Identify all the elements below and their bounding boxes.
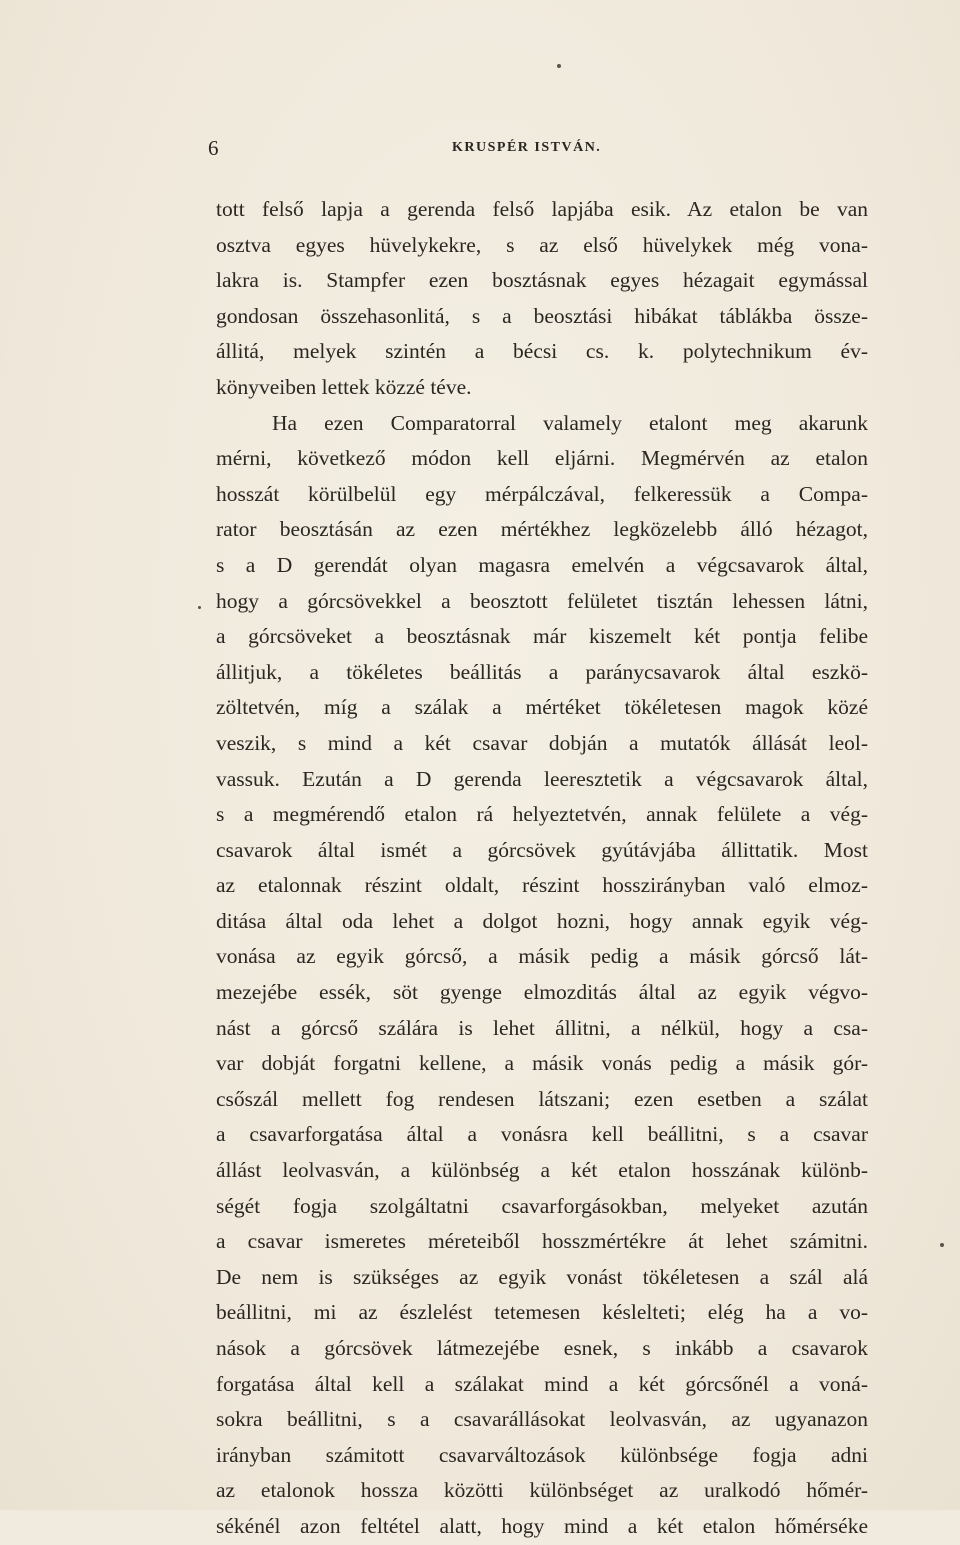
text-line: mérni, következő módon kell eljárni. Megmérvén az etalon [216,446,868,471]
text-line: csavarok által ismét a górcsövek gyútávjába állittatik. Most [216,837,868,862]
text-line: s a D gerendát olyan magasra emelvén a végcsavarok által, [216,552,868,577]
page-header [0,136,960,166]
text-line: beállitni, mi az észlelést tetemesen késlelteti; elég ha a vo- [216,1300,868,1325]
text-line: irányban számitott csavarváltozások különbsége fogja adni [216,1442,868,1467]
text-line: forgatása által kell a szálakat mind a két górcsőnél a voná- [216,1371,868,1396]
body-text [216,192,868,1545]
text-line: tott felső lapja a gerenda felső lapjába esik. Az etalon be van [216,197,868,221]
running-head: KRUSPÉR ISTVÁN. [452,140,602,155]
text-line: nást a górcső szálára is lehet állitni, a nélkül, hogy a csa- [216,1015,868,1040]
text-line: ségét fogja szolgáltatni csavarforgásokban, melyeket azután [216,1193,868,1218]
text-line: veszik, s mind a két csavar dobján a mutatók állását leol- [216,730,868,755]
text-line: könyveiben lettek közzé téve. [216,374,472,399]
text-line: lakra is. Stampfer ezen bosztásnak egyes hézagait egymással [216,268,868,293]
paper-speck [198,606,201,609]
text-line: a csavar ismeretes méreteiből hosszmértékre át lehet számitni. [216,1229,868,1254]
text-line: sékénél azon feltétel alatt, hogy mind a két etalon hőmérséke [216,1513,868,1538]
text-line: a csavarforgatása által a vonásra kell beállitni, s a csavar [216,1122,868,1147]
text-line: hogy a górcsövekkel a beosztott felületet tisztán lehessen látni, [216,588,868,613]
page-number: 6 [208,136,220,160]
text-line: hosszát körülbelül egy mérpálczával, felkeressük a Compa- [216,481,868,506]
text-line: gondosan összehasonlitá, s a beosztási hibákat táblákba össze- [216,303,868,328]
text-line: rator beosztásán az ezen mértékhez legközelebb álló hézagot, [216,517,868,542]
text-line: vassuk. Ezután a D gerenda leeresztetik a végcsavarok által, [216,766,868,791]
text-line: nások a górcsövek látmezejébe esnek, s inkább a csavarok [216,1336,868,1360]
text-line: állitjuk, a tökéletes beállitás a paránycsavarok által eszkö- [216,659,868,684]
text-line: zöltetvén, míg a szálak a mértéket tökéletesen magok közé [216,695,868,720]
text-line: De nem is szükséges az egyik vonást tökéletesen a szál alá [216,1264,868,1289]
text-line: osztva egyes hüvelykekre, s az első hüvelykek még vona- [216,232,868,257]
text-line: az etalonnak részint oldalt, részint hosszirányban való elmoz- [216,873,868,898]
text-line: var dobját forgatni kellene, a másik vonás pedig a másik gór- [216,1051,868,1076]
text-line: mezejébe essék, söt gyenge elmozditás által az egyik végvo- [216,980,868,1005]
text-line: sokra beállitni, s a csavarállásokat leolvasván, az ugyanazon [216,1407,868,1432]
text-line: s a megmérendő etalon rá helyeztetvén, annak felülete a vég- [216,802,868,827]
text-line: ditása által oda lehet a dolgot hozni, hogy annak egyik vég- [216,908,868,933]
text-line: állást leolvasván, a különbség a két etalon hosszának különb- [216,1158,868,1183]
text-line: csőszál mellett fog rendesen látszani; ezen esetben a szálat [216,1086,868,1111]
text-line: vonása az egyik górcső, a másik pedig a másik górcső lát- [216,944,868,969]
text-line: az etalonok hossza közötti különbséget az uralkodó hőmér- [216,1478,868,1503]
text-line: Ha ezen Comparatorral valamely etalont meg akarunk [272,410,868,435]
text-line: állitá, melyek szintén a bécsi cs. k. polytechnikum év- [216,339,868,364]
text-line: a górcsöveket a beosztásnak már kiszemelt két pontja felibe [216,624,868,649]
paper-speck [557,64,561,68]
paper-speck [940,1243,944,1247]
